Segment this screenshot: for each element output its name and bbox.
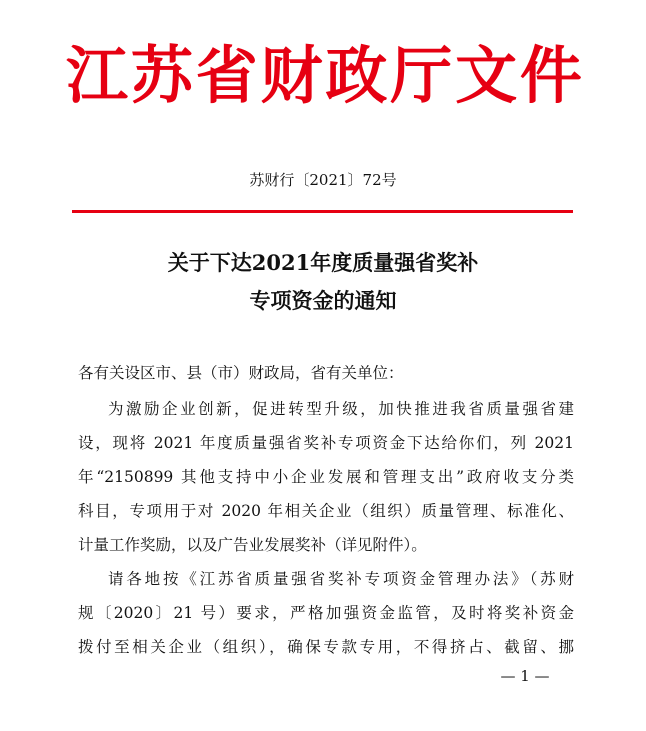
paragraph-2-line: 请各地按《江苏省质量强省奖补专项资金管理办法》（苏财 <box>108 570 574 588</box>
masthead-char: 苏 <box>130 39 193 112</box>
document-number: 苏财行〔2021〕72号 <box>249 171 397 189</box>
paragraph-1-line: 设，现将 2021 年度质量强省奖补专项资金下达给你们，列 2021 <box>78 434 574 452</box>
paragraph-2-line: 规〔2020〕21 号）要求，严格加强资金监管，及时将奖补资金 <box>78 604 574 622</box>
masthead-char: 政 <box>325 39 388 112</box>
paragraph-1-line: 为激励企业创新，促进转型升级，加快推进我省质量强省建 <box>108 400 574 418</box>
masthead-title <box>66 36 582 116</box>
paragraph-1-line: 科目，专项用于对 2020 年相关企业（组织）质量管理、标准化、 <box>78 502 574 520</box>
page-number: — 1 — <box>500 667 550 685</box>
document-title-line-2: 专项资金的通知 <box>249 288 397 313</box>
masthead-char: 件 <box>519 39 582 112</box>
masthead-char: 省 <box>195 39 258 112</box>
red-divider-line <box>72 210 573 213</box>
paragraph-2-line: 拨付至相关企业（组织），确保专款专用，不得挤占、截留、挪 <box>78 638 574 656</box>
document-title-line-1: 关于下达2021年度质量强省奖补 <box>167 250 479 275</box>
masthead-char: 厅 <box>390 39 453 112</box>
masthead-char: 江 <box>66 39 129 112</box>
salutation: 各有关设区市、县（市）财政局，省有关单位： <box>78 364 404 382</box>
paragraph-1-line: 年“2150899 其他支持中小企业发展和管理支出”政府收支分类 <box>78 468 574 486</box>
masthead-char: 财 <box>260 39 323 112</box>
masthead-char: 文 <box>455 39 518 112</box>
paragraph-1-line: 计量工作奖励，以及广告业发展奖补（详见附件）。 <box>78 536 427 554</box>
